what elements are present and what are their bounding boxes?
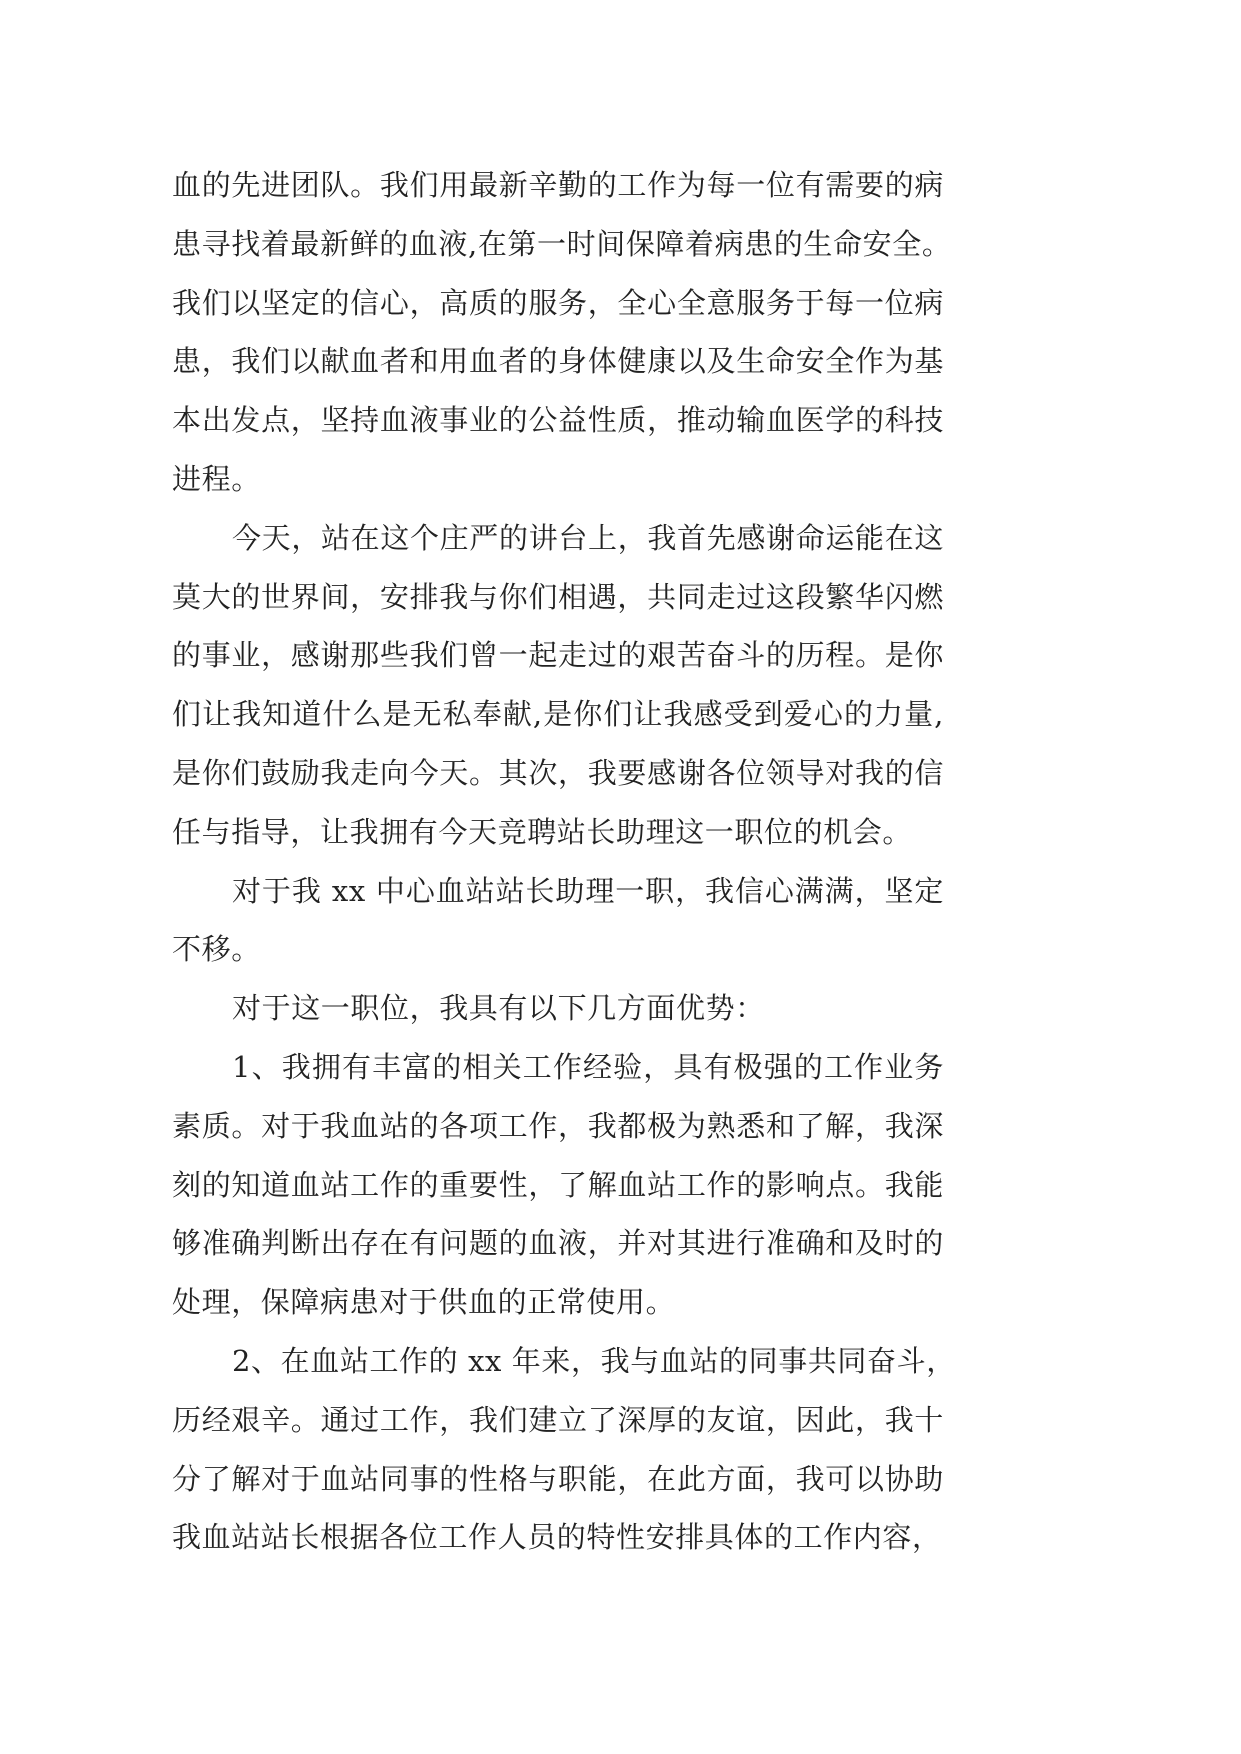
text-line: 本出发点，坚持血液事业的公益性质，推动输血医学的科技 [172,403,944,438]
paragraph-2 [172,509,1032,862]
paragraph-3 [172,862,1032,980]
text-line: 处理，保障病患对于供血的正常使用。 [172,1285,676,1320]
text-line: 我们以坚定的信心，高质的服务，全心全意服务于每一位病 [172,285,944,320]
text-line: 对于我 xx 中心血站站长助理一职，我信心满满，坚定 [232,873,944,908]
text-line: 2、在血站工作的 xx 年来，我与血站的同事共同奋斗， [232,1343,956,1378]
text-line: 对于这一职位，我具有以下几方面优势： [232,991,765,1026]
paragraph-4 [172,979,1032,1038]
document-body [172,156,1032,1567]
text-line: 历经艰辛。通过工作，我们建立了深厚的友谊，因此，我十 [172,1402,944,1437]
text-line: 我血站站长根据各位工作人员的特性安排具体的工作内容， [172,1520,942,1555]
paragraph-6 [172,1332,1032,1567]
text-line: 患，我们以献血者和用血者的身体健康以及生命安全作为基 [172,344,944,379]
text-line: 素质。对于我血站的各项工作，我都极为熟悉和了解，我深 [172,1108,944,1143]
text-line: 莫大的世界间，安排我与你们相遇，共同走过这段繁华闪燃 [172,579,944,614]
text-line: 今天，站在这个庄严的讲台上，我首先感谢命运能在这 [232,520,944,555]
paragraph-1 [172,156,1032,509]
text-line: 血的先进团队。我们用最新辛勤的工作为每一位有需要的病 [172,168,944,202]
text-line: 任与指导，让我拥有今天竞聘站长助理这一职位的机会。 [172,814,913,849]
text-line: 的事业，感谢那些我们曾一起走过的艰苦奋斗的历程。是你 [172,638,944,673]
text-line: 患寻找着最新鲜的血液,在第一时间保障着病患的生命安全。 [172,226,952,261]
text-line: 分了解对于血站同事的性格与职能，在此方面，我可以协助 [172,1461,944,1496]
text-line: 1、我拥有丰富的相关工作经验，具有极强的工作业务 [232,1049,944,1084]
text-line: 够准确判断出存在有问题的血液，并对其进行准确和及时的 [172,1226,944,1261]
text-line: 不移。 [172,932,261,967]
text-line: 们让我知道什么是无私奉献,是你们让我感受到爱心的力量, [172,697,944,732]
paragraph-5 [172,1038,1032,1332]
text-line: 进程。 [172,461,261,496]
text-line: 刻的知道血站工作的重要性，了解血站工作的影响点。我能 [172,1167,944,1202]
text-line: 是你们鼓励我走向今天。其次，我要感谢各位领导对我的信 [172,755,944,790]
